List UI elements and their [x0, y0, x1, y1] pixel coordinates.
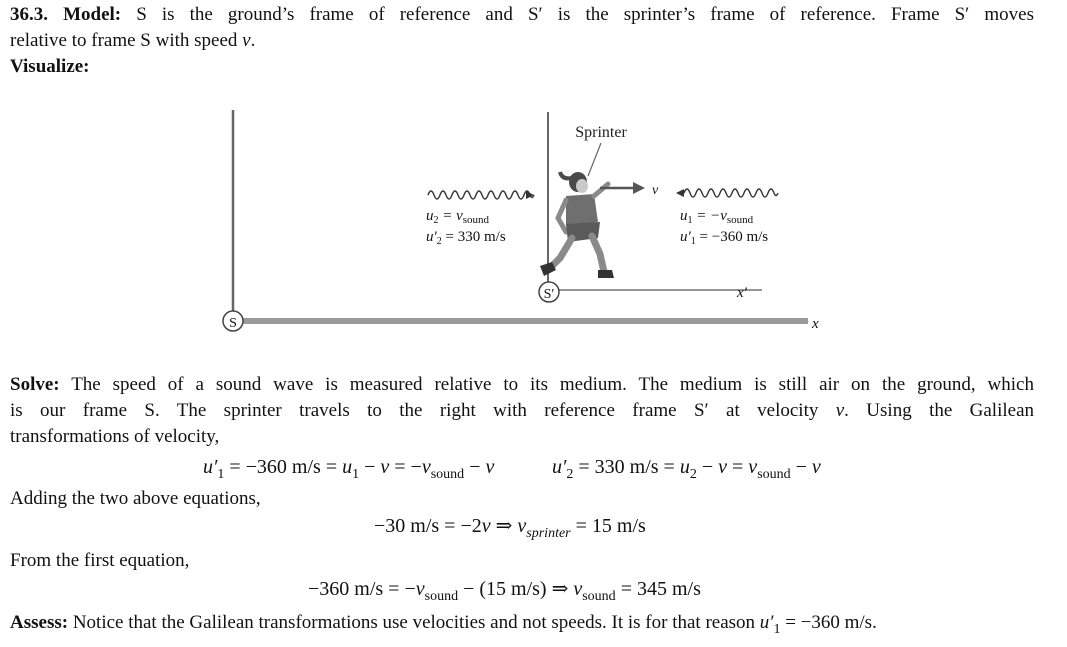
solve-line-1: Solve: The speed of a sound wave is measured relative to its medium. The medium is still air on the ground, which	[10, 374, 1034, 395]
adding-text: Adding the two above equations,	[10, 488, 261, 509]
right-wave-arrowhead	[676, 189, 684, 197]
right-wave-eq-1: $u_1 = -v_{sound}$	[680, 208, 754, 226]
velocity-arrow-head	[633, 182, 645, 194]
solve-line-2: is our frame S. The sprinter travels to the right with reference frame S′ at velocity v. Using the Galilean	[10, 400, 1035, 421]
model-line-2: relative to frame S with speed v.	[10, 30, 256, 51]
velocity-label: v	[652, 183, 659, 198]
equation-u1-prime: $u'_1 = -360$ $m/s = u_1 - v = -v_{sound} - v$	[203, 456, 495, 482]
problem-number: 36.3.	[10, 4, 48, 25]
left-wave-eq-2: $u'_2 = 330$ m/s	[426, 229, 506, 247]
sprinter-label-leader	[588, 143, 601, 176]
model-label: Model:	[63, 4, 122, 25]
left-wave-eq-1: $u_2 = v_{sound}$	[426, 208, 490, 226]
solve-line-3: transformations of velocity,	[10, 426, 220, 447]
x-prime-axis-label: x′	[737, 285, 747, 301]
right-sound-wave-icon	[684, 189, 778, 197]
ground-x-axis	[233, 318, 808, 324]
assess-line: Assess: Notice that the Galilean transformations use velocities and not speeds. It is for that reason $u'_1 = -360$ m/s.	[10, 612, 877, 637]
equation-u2-prime: $u'_2 = 330$ $m/s = u_2 - v = v_{sound} - v$	[552, 456, 821, 482]
model-text: S is the ground’s frame of reference and S′ is the sprinter’s frame of reference. Frame S′ moves	[136, 4, 1035, 25]
visualize-heading: Visualize:	[10, 56, 90, 77]
equation-sprinter-speed: −30 m/s = −2v ⇒ $v_{sprinter} = 15$ m/s	[374, 515, 646, 541]
from-first-text: From the first equation,	[10, 550, 190, 571]
right-wave-eq-2: $u'_1 = -360$ m/s	[680, 229, 769, 247]
solve-label: Solve:	[10, 374, 60, 395]
left-sound-wave-icon	[428, 191, 534, 199]
frame-s-label: S	[229, 316, 237, 331]
assess-label: Assess:	[10, 612, 69, 633]
x-axis-label: x	[812, 316, 819, 332]
sprinter-label: Sprinter	[575, 124, 627, 141]
equation-sound-speed: −360 $m/s = -v_{sound} - (15$ m/s) ⇒ $v_{sound} = 345$ m/s	[308, 578, 701, 604]
frame-s-prime-label: S′	[543, 287, 555, 302]
